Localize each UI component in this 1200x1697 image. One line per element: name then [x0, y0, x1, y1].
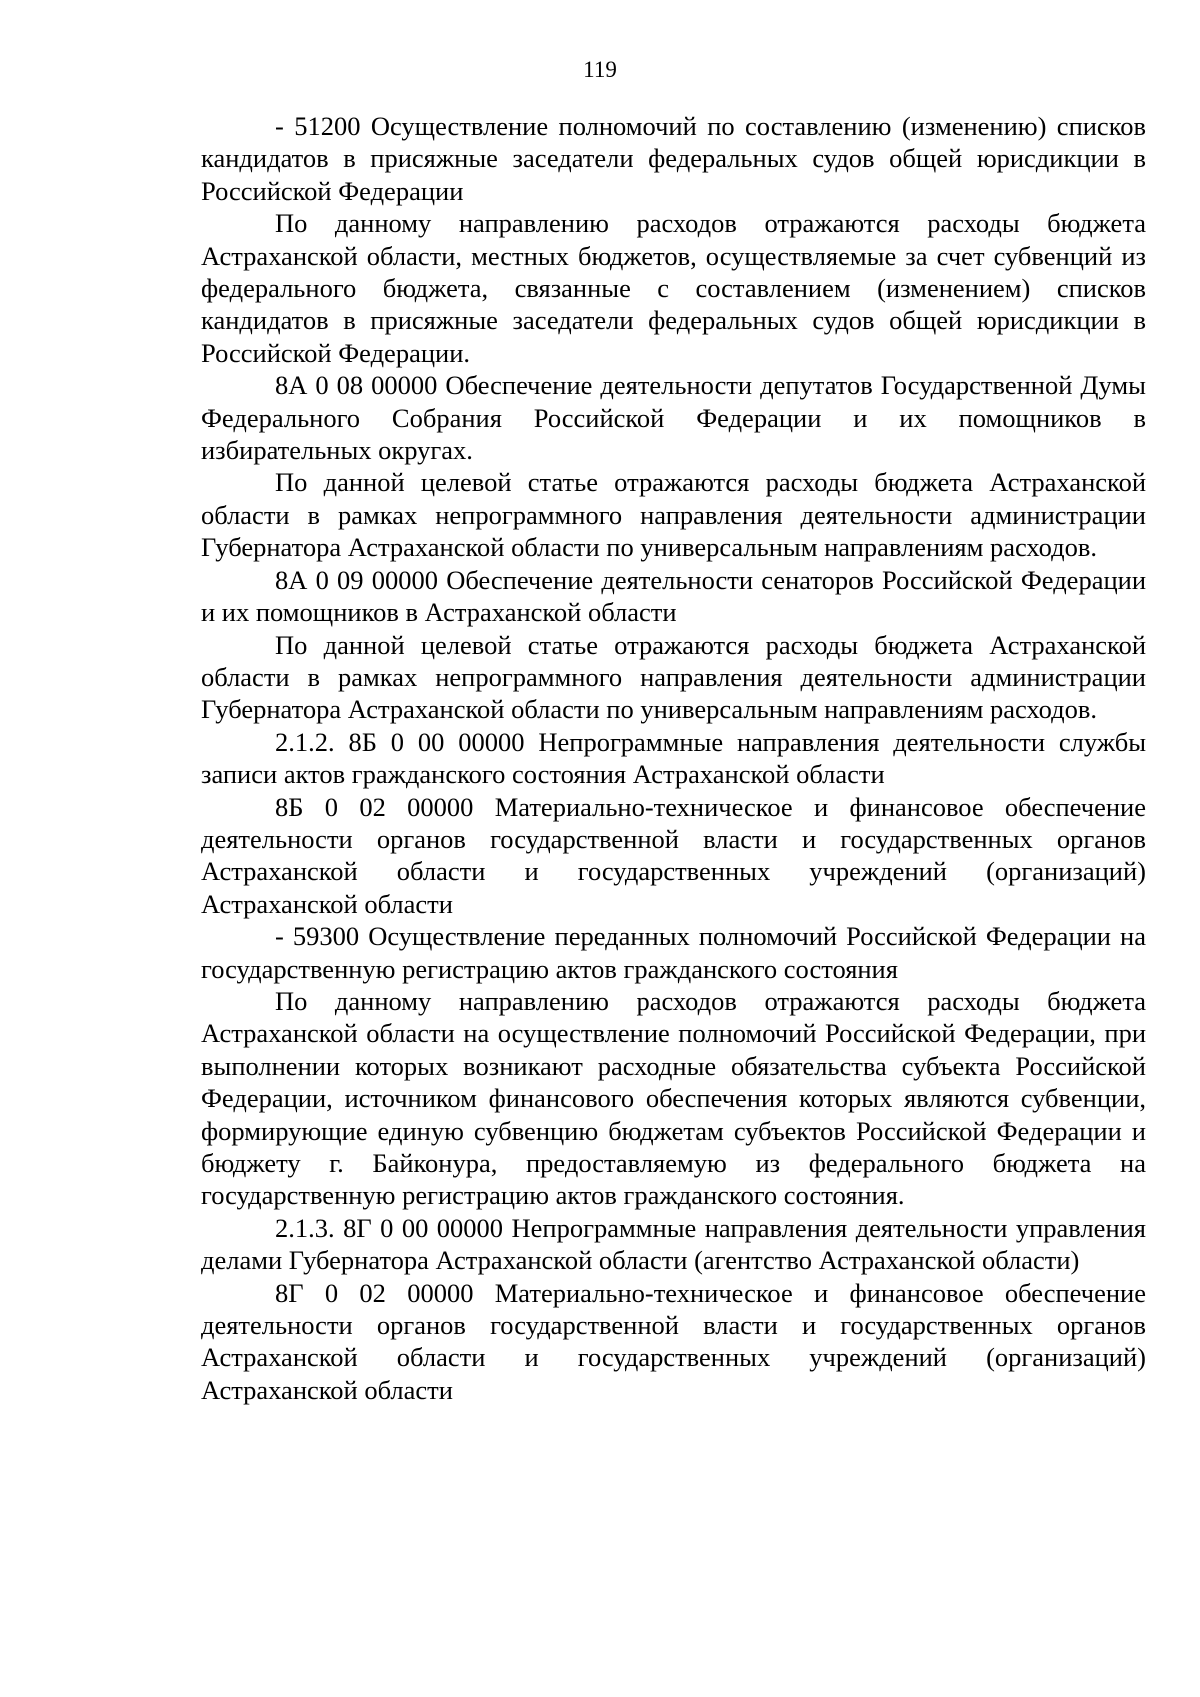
paragraph-59300-heading: - 59300 Осуществление переданных полномочий Российской Федерации на государственную регистрацию актов гражданского состояния	[201, 921, 1146, 984]
paragraph-8a-0-09-heading: 8А 0 09 00000 Обеспечение деятельности сенаторов Российской Федерации и их помощников в Астраханской области	[201, 564, 1146, 628]
paragraph-8a-0-08-heading: 8А 0 08 00000 Обеспечение деятельности депутатов Государственной Думы Федерального Собрания Российской Федерации и их помощников в избирательных округах.	[201, 370, 1146, 466]
paragraph-59300-description: По данному направлению расходов отражаются расходы бюджета Астраханской области на осуществление полномочий Российской Федерации, при выполнении которых возникают расходные обязательства субъекта Российской Федерации, источником финансового обеспечения которых являются субвенции, формирующие единую субвенцию бюджетам субъектов Российской Федерации и бюджету г. Байконура, предоставляемую из федерального бюджета на государственную регистрацию актов гражданского состояния.	[201, 985, 1146, 1211]
paragraph-8a-0-08-description: По данной целевой статье отражаются расходы бюджета Астраханской области в рамках непрограммного направления деятельности администрации Губернатора Астраханской области по универсальным направлениям расходов.	[201, 467, 1146, 563]
paragraph-8g-0-02-heading: 8Г 0 02 00000 Материально-техническое и финансовое обеспечение деятельности органов государственной власти и государственных органов Астраханской области и государственных учреждений (организаций) Астраханской области	[201, 1277, 1146, 1405]
paragraph-51200-heading: - 51200 Осуществление полномочий по составлению (изменению) списков кандидатов в присяжные заседатели федеральных судов общей юрисдикции в Российской Федерации	[201, 111, 1146, 206]
section-2-1-2-heading: 2.1.2. 8Б 0 00 00000 Непрограммные направления деятельности службы записи актов гражданского состояния Астраханской области	[201, 726, 1146, 790]
page-number: 119	[583, 57, 617, 82]
paragraph-51200-description: По данному направлению расходов отражаются расходы бюджета Астраханской области, местных бюджетов, осуществляемые за счет субвенций из федерального бюджета, связанные с составлением (изменением) списков кандидатов в присяжные заседатели федеральных судов общей юрисдикции в Российской Федерации.	[201, 208, 1146, 368]
paragraph-8b-0-02-heading: 8Б 0 02 00000 Материально-техническое и финансовое обеспечение деятельности органов государственной власти и государственных органов Астраханской области и государственных учреждений (организаций) Астраханской области	[201, 791, 1146, 919]
paragraph-8a-0-09-description: По данной целевой статье отражаются расходы бюджета Астраханской области в рамках непрограммного направления деятельности администрации Губернатора Астраханской области по универсальным направлениям расходов.	[201, 629, 1146, 725]
document-body	[201, 110, 1146, 1406]
section-2-1-3-heading: 2.1.3. 8Г 0 00 00000 Непрограммные направления деятельности управления делами Губернатора Астраханской области (агентство Астраханской области)	[201, 1212, 1146, 1276]
